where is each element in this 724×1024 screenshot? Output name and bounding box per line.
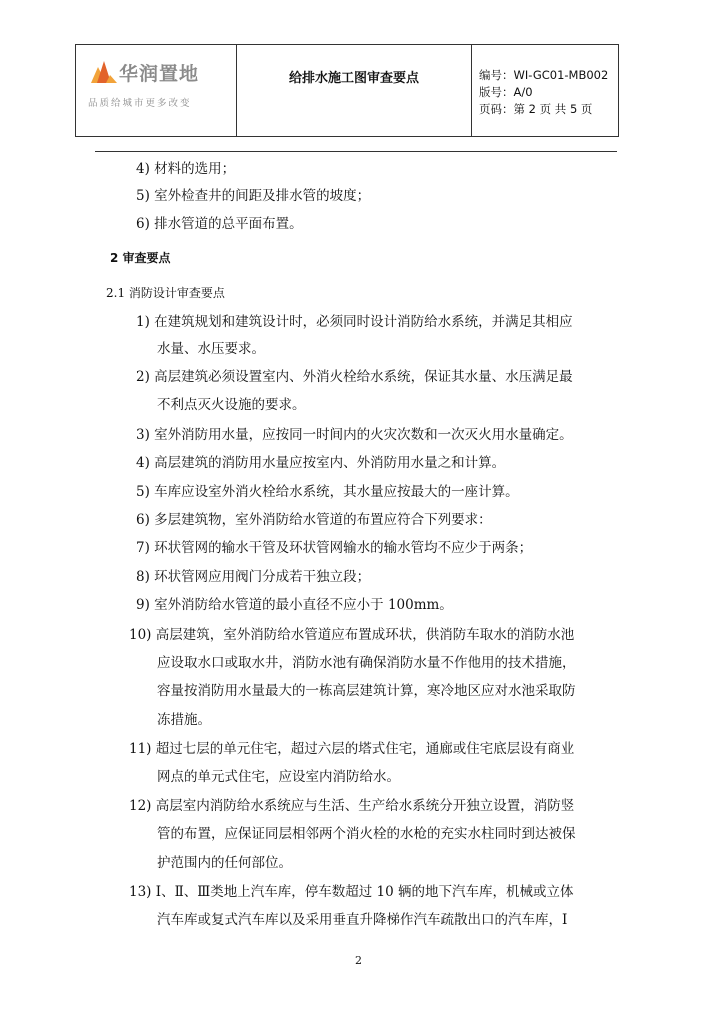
company-slogan: 品质给城市更多改变 — [88, 98, 192, 109]
list-item: 5) 室外检查井的间距及排水管的坡度； — [136, 188, 371, 204]
list-item-continuation: 护范围内的任何部位。 — [157, 855, 292, 871]
logo-cell — [76, 45, 237, 136]
list-item: 8) 环状管网应用阀门分成若干独立段； — [136, 569, 371, 585]
list-item: 13) Ⅰ、Ⅱ、Ⅲ类地上汽车库，停车数超过 10 辆的地下汽车库，机械或立体 — [129, 884, 574, 900]
list-item: 10) 高层建筑，室外消防给水管道应布置成环状，供消防车取水的消防水池 — [129, 627, 575, 643]
list-item-continuation: 不利点灭火设施的要求。 — [157, 397, 306, 413]
subsection-heading: 2.1 消防设计审查要点 — [106, 286, 225, 300]
document-header — [75, 44, 619, 137]
list-item: 9) 室外消防给水管道的最小直径不应小于 100mm。 — [136, 597, 453, 613]
list-item: 11) 超过七层的单元住宅，超过六层的塔式住宅，通廊或住宅底层设有商业 — [129, 741, 575, 757]
list-item-continuation: 容量按消防用水量最大的一栋高层建筑计算，寒冷地区应对水池采取防 — [157, 683, 576, 699]
doc-code: 编号：WI-GC01-MB002 — [479, 68, 609, 82]
doc-page-info: 页码：第 2 页 共 5 页 — [479, 102, 593, 116]
page-number: 2 — [355, 954, 362, 967]
section-heading: 2 审查要点 — [110, 251, 171, 265]
list-item: 1) 在建筑规划和建筑设计时，必须同时设计消防给水系统，并满足其相应 — [136, 314, 573, 330]
list-item-continuation: 汽车库或复式汽车库以及采用垂直升降梯作汽车疏散出口的汽车库，Ⅰ — [157, 912, 568, 928]
list-item: 12) 高层室内消防给水系统应与生活、生产给水系统分开独立设置，消防竖 — [129, 798, 575, 814]
list-item: 6) 多层建筑物，室外消防给水管道的布置应符合下列要求： — [136, 512, 492, 528]
list-item: 4) 材料的选用； — [136, 161, 236, 177]
list-item: 4) 高层建筑的消防用水量应按室内、外消防用水量之和计算。 — [136, 455, 506, 471]
doc-version: 版号：A/0 — [479, 85, 533, 99]
document-meta — [472, 45, 618, 136]
list-item-continuation: 管的布置，应保证同层相邻两个消火栓的水枪的充实水柱同时到达被保 — [157, 826, 576, 842]
list-item: 3) 室外消防用水量，应按同一时间内的火灾次数和一次灭火用水量确定。 — [136, 427, 573, 443]
list-item: 6) 排水管道的总平面布置。 — [136, 216, 303, 232]
list-item: 2) 高层建筑必须设置室内、外消火栓给水系统，保证其水量、水压满足最 — [136, 369, 573, 385]
company-name: 华润置地 — [119, 63, 200, 85]
document-title: 给排水施工图审查要点 — [237, 45, 472, 136]
header-divider — [95, 151, 617, 152]
huarun-logo-icon — [91, 61, 117, 83]
list-item-continuation: 冻措施。 — [157, 712, 211, 728]
list-item-continuation: 水量、水压要求。 — [157, 341, 265, 357]
list-item-continuation: 网点的单元式住宅，应设室内消防给水。 — [157, 769, 400, 785]
list-item-continuation: 应设取水口或取水井，消防水池有确保消防水量不作他用的技术措施， — [157, 655, 576, 671]
list-item: 7) 环状管网的输水干管及环状管网输水的输水管均不应少于两条； — [136, 540, 533, 556]
list-item: 5) 车库应设室外消火栓给水系统，其水量应按最大的一座计算。 — [136, 484, 519, 500]
